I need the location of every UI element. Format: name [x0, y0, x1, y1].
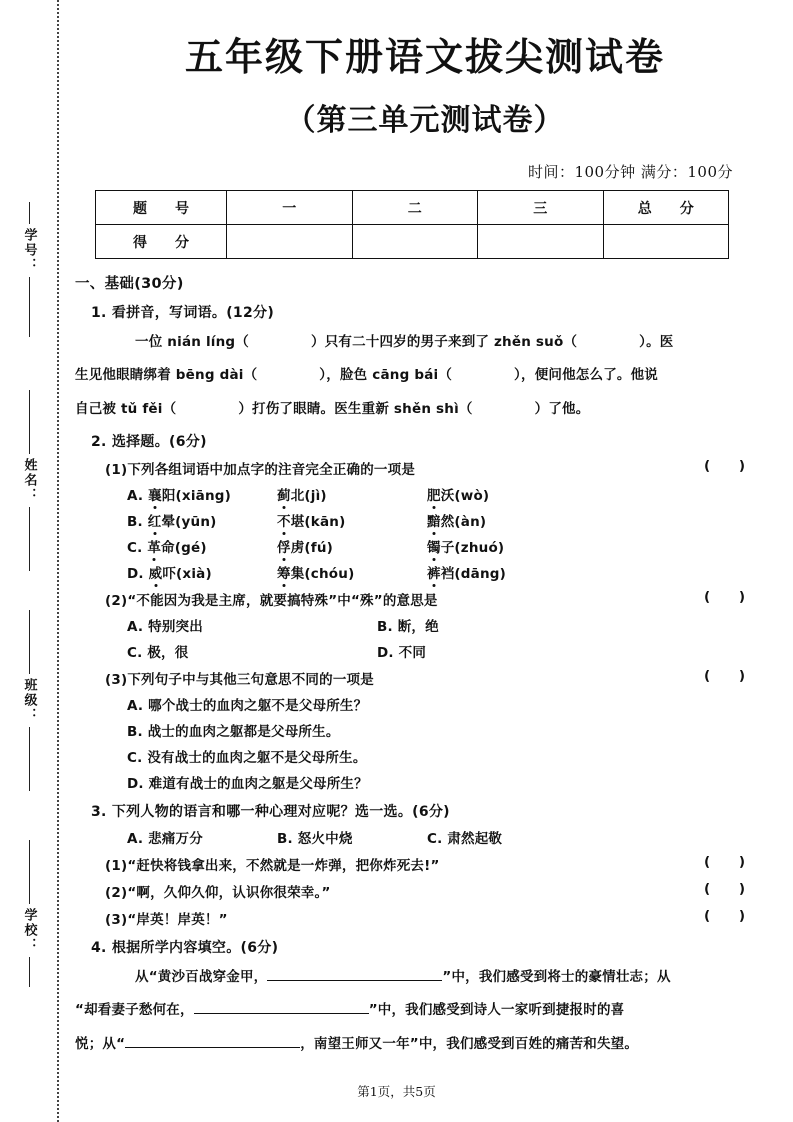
q2-1-option-b[interactable]	[127, 510, 775, 530]
dotted-char: 筹	[277, 565, 291, 582]
q2-1-option-a-item-2	[277, 484, 427, 504]
q2-1-option-c-item-2	[277, 536, 427, 556]
q2-2-option-c: C. 极，很	[127, 644, 189, 661]
margin-rule-top	[29, 390, 30, 454]
question-4-line-3	[75, 1031, 775, 1057]
margin-rule-top	[29, 610, 30, 674]
q2-1-option-a[interactable]	[127, 484, 775, 504]
option-rest: 阳(xiāng)	[161, 487, 232, 504]
q1-l2-a: 生见他眼睛绑着 bēng dài（	[75, 367, 258, 384]
option-label: C.	[127, 539, 143, 556]
question-4-title: 4. 根据所学内容填空。(6分)	[91, 939, 279, 956]
q2-2-option-row-2[interactable]	[127, 641, 775, 661]
q1-l1-a: 一位 nián líng（	[135, 334, 249, 350]
margin-field-class	[0, 610, 58, 791]
option-label: B.	[127, 513, 143, 530]
q4-l2-a: “却看妻子愁何在，	[75, 1002, 194, 1019]
q2-1-option-b-item-2	[277, 510, 427, 530]
q2-3-option-a[interactable]: A. 哪个战士的血肉之躯不是父母所生？	[127, 697, 368, 714]
q2-1-option-d-item-1	[127, 562, 277, 582]
q2-3-option-b[interactable]: B. 战士的血肉之躯都是父母所生。	[127, 723, 340, 740]
option-rest: 然(àn)	[440, 513, 487, 530]
margin-label-name: 姓名：	[21, 458, 37, 503]
q1-l2-c: ），便问他怎么了。他说	[514, 367, 658, 384]
q3-item-2-answer-paren[interactable]: ( )	[703, 880, 757, 897]
question-1-line-2	[75, 362, 775, 388]
question-4-line-2	[75, 997, 775, 1023]
q3-choice-c: C. 肃然起敬	[427, 830, 503, 847]
q2-3-answer-paren[interactable]: ( )	[703, 667, 757, 684]
dotted-char: 黯	[427, 513, 441, 530]
dotted-char: 镯	[427, 539, 441, 556]
q2-1-option-d-item-3	[427, 562, 577, 582]
dotted-char: 襄	[148, 487, 162, 504]
q2-1-option-b-item-1	[127, 510, 277, 530]
dotted-char: 革	[147, 539, 162, 556]
margin-rule-bottom	[29, 957, 30, 987]
q3-item-1-text: (1)“赶快将钱拿出来，不然就是一炸弹，把你炸死去!”	[105, 857, 440, 874]
margin-label-student-id: 学号：	[21, 228, 37, 273]
question-2-1-stem	[105, 458, 775, 478]
margin-rule-bottom	[29, 727, 30, 791]
q3-item-3-text: (3)“岸英！岸英！”	[105, 911, 228, 928]
q1-l3-b: ）打伤了眼睛。医生重新 shěn shì（	[238, 400, 473, 417]
q2-2-option-a: A. 特别突出	[127, 618, 203, 635]
q4-l2-b: ”中，我们感受到诗人一家听到捷报时的喜	[368, 1002, 625, 1019]
margin-label-class: 班级：	[21, 678, 37, 723]
q2-1-option-c-item-1	[127, 536, 277, 556]
score-table-col-1: 一	[227, 191, 353, 225]
q3-item-3	[105, 908, 775, 928]
table-row	[96, 225, 729, 259]
page-title: 五年级下册语文拔尖测试卷	[184, 34, 665, 79]
option-rest: 吓(xià)	[162, 565, 212, 582]
q2-1-option-d-item-2	[277, 562, 427, 582]
q1-l1-c: ）。医	[639, 334, 674, 350]
q3-item-3-answer-paren[interactable]: ( )	[703, 907, 757, 924]
score-table-col-2: 二	[352, 191, 478, 225]
q2-2-answer-paren[interactable]: ( )	[703, 588, 757, 605]
q4-l3-a: 悦；从“	[75, 1035, 126, 1052]
question-2-3-stem	[105, 668, 775, 688]
table-row	[96, 191, 729, 225]
q1-l2-b: ），脸色 cāng bái（	[319, 367, 453, 384]
q3-item-1	[105, 854, 775, 874]
q2-2-option-row-1[interactable]	[127, 615, 775, 635]
q2-1-stem-text: (1)下列各组词语中加点字的注音完全正确的一项是	[105, 461, 416, 478]
margin-rule-bottom	[29, 277, 30, 337]
q2-3-stem-text: (3)下列句子中与其他三句意思不同的一项是	[105, 671, 374, 688]
option-rest: 子(zhuó)	[440, 539, 505, 556]
score-table-col-3: 三	[478, 191, 604, 225]
score-table-row-header-number: 题 号	[96, 191, 227, 225]
option-rest: 集(chóu)	[290, 565, 355, 582]
q3-choice-b: B. 怒火中烧	[277, 830, 353, 847]
dotted-char: 红	[147, 513, 162, 530]
dotted-char: 威	[148, 565, 163, 582]
q1-l3-c: ）了他。	[534, 400, 590, 417]
option-label: D.	[127, 565, 144, 582]
q2-1-option-c-item-3	[427, 536, 577, 556]
score-cell-1[interactable]	[227, 225, 353, 259]
score-table	[95, 190, 729, 259]
question-3-choices[interactable]	[127, 827, 775, 847]
dotted-char: 裤	[427, 565, 441, 582]
page-footer: 第1页，共5页	[357, 1084, 436, 1099]
q2-2-option-b: B. 断，绝	[377, 618, 439, 635]
q4-blank-3[interactable]	[125, 1032, 300, 1048]
question-1-line-3	[75, 396, 775, 422]
q2-1-option-a-item-3	[427, 484, 577, 504]
q4-blank-1[interactable]	[267, 965, 442, 981]
question-4-line-1	[75, 964, 775, 990]
q3-choice-a: A. 悲痛万分	[127, 830, 203, 847]
option-rest: 虏(fú)	[290, 539, 334, 556]
margin-field-name	[0, 390, 58, 571]
page-subtitle: （第三单元测试卷）	[285, 103, 565, 138]
q4-l1-a: 从“黄沙百战穿金甲，	[135, 968, 268, 985]
q3-item-1-answer-paren[interactable]: ( )	[703, 853, 757, 870]
q2-1-option-d[interactable]	[127, 562, 775, 582]
margin-rule-bottom	[29, 507, 30, 571]
question-2-title: 2. 选择题。(6分)	[91, 433, 207, 450]
paper-content	[75, 0, 775, 1122]
score-table-row-header-score: 得 分	[96, 225, 227, 259]
dotted-char: 俘	[277, 539, 291, 556]
margin-field-student-id	[0, 202, 58, 337]
option-rest: 沃(wò)	[440, 487, 490, 504]
q2-1-option-b-item-3	[427, 510, 577, 530]
q2-3-option-c[interactable]: C. 没有战士的血肉之躯不是父母所生。	[127, 749, 367, 766]
q4-l3-b: ，南望王师又一年”中，我们感受到百姓的痛苦和失望。	[300, 1035, 639, 1052]
option-label: A.	[127, 487, 144, 504]
margin-label-school: 学校：	[21, 908, 37, 953]
question-3-title: 3. 下列人物的语言和哪一种心理对应呢？选一选。(6分)	[91, 803, 450, 820]
q3-item-2-text: (2)“啊，久仰久仰，认识你很荣幸。”	[105, 884, 331, 901]
q2-2-stem-text: (2)“不能因为我是主席，就要搞特殊”中“殊”的意思是	[105, 592, 438, 609]
option-rest: 裆(dāng)	[440, 565, 506, 582]
question-1-title: 1. 看拼音，写词语。(12分)	[91, 305, 275, 321]
margin-rule-top	[29, 202, 30, 224]
q2-3-option-d[interactable]: D. 难道有战士的血肉之躯是父母所生？	[127, 775, 368, 792]
q2-1-answer-paren[interactable]: ( )	[703, 457, 757, 474]
option-rest: 北(jì)	[290, 487, 327, 504]
margin-field-school	[0, 840, 58, 987]
score-cell-total[interactable]	[603, 225, 729, 259]
score-table-col-total: 总 分	[603, 191, 729, 225]
score-cell-2[interactable]	[352, 225, 478, 259]
q2-2-option-d: D. 不同	[377, 644, 427, 661]
q4-l1-b: ”中，我们感受到将士的豪情壮志；从	[442, 968, 671, 985]
q2-1-option-c[interactable]	[127, 536, 775, 556]
option-rest: 命(gé)	[161, 539, 207, 556]
q2-1-option-a-item-1	[127, 484, 277, 504]
score-cell-3[interactable]	[478, 225, 604, 259]
question-2-2-stem	[105, 589, 775, 609]
q3-item-2	[105, 881, 775, 901]
margin-rule-top	[29, 840, 30, 904]
q1-l1-b: ）只有二十四岁的男子来到了 zhěn suǒ（	[311, 334, 578, 350]
dotted-char: 蓟	[277, 487, 291, 504]
q1-l3-a: 自己被 tǔ fěi（	[75, 400, 177, 417]
dotted-char: 肥	[427, 487, 441, 504]
option-rest: 晕(yūn)	[161, 513, 217, 530]
dotted-char: 不	[277, 513, 291, 530]
question-1-line-1	[75, 329, 775, 355]
option-rest: 堪(kān)	[290, 513, 346, 530]
exam-meta: 时间：100分钟 满分：100分	[527, 163, 733, 181]
q4-blank-2[interactable]	[194, 998, 369, 1014]
left-margin-strip	[0, 0, 58, 1122]
section-heading-basics: 一、基础(30分)	[75, 276, 184, 292]
